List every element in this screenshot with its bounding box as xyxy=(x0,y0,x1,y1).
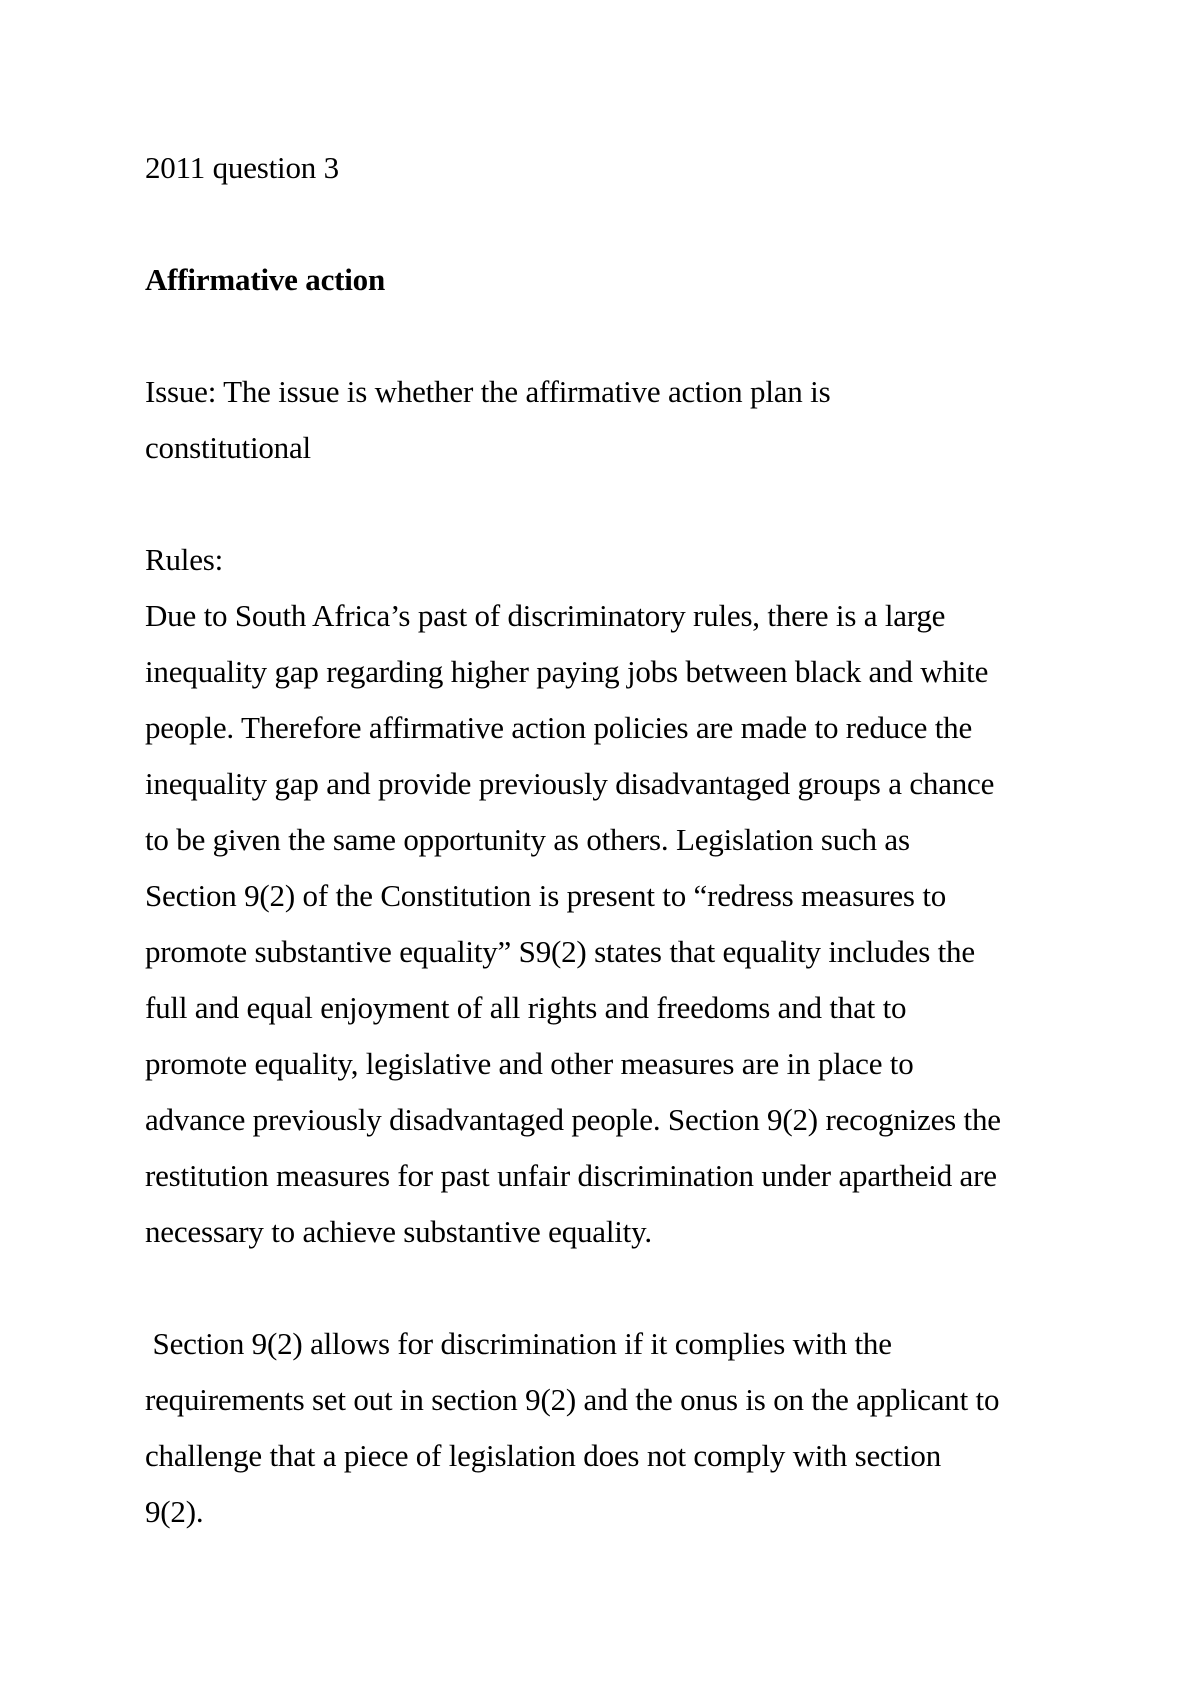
issue-line: Issue: The issue is whether the affirmative action plan is xyxy=(145,374,831,409)
rules-paragraph-1 xyxy=(145,588,1075,1260)
paragraph-line: Section 9(2) allows for discrimination if it complies with the xyxy=(145,1326,892,1361)
paragraph-line: full and equal enjoyment of all rights and freedoms and that to xyxy=(145,990,907,1025)
paragraph-line: promote substantive equality” S9(2) states that equality includes the xyxy=(145,934,975,969)
question-header: 2011 question 3 xyxy=(145,150,339,185)
paragraph-line: challenge that a piece of legislation does not comply with section xyxy=(145,1438,942,1473)
paragraph-line: people. Therefore affirmative action policies are made to reduce the xyxy=(145,710,973,745)
paragraph-line: necessary to achieve substantive equality. xyxy=(145,1214,652,1249)
spacer xyxy=(145,196,1075,252)
rules-heading: Rules: xyxy=(145,542,224,577)
issue-paragraph xyxy=(145,364,1075,476)
paragraph-line: restitution measures for past unfair discrimination under apartheid are xyxy=(145,1158,997,1193)
paragraph-line: Section 9(2) of the Constitution is present to “redress measures to xyxy=(145,878,947,913)
paragraph-line: to be given the same opportunity as others. Legislation such as xyxy=(145,822,910,857)
rules-paragraph-2 xyxy=(145,1316,1075,1540)
document-body xyxy=(145,140,1075,1540)
paragraph-line: inequality gap and provide previously disadvantaged groups a chance xyxy=(145,766,995,801)
paragraph-line: inequality gap regarding higher paying jobs between black and white xyxy=(145,654,989,689)
paragraph-line: advance previously disadvantaged people. Section 9(2) recognizes the xyxy=(145,1102,1001,1137)
paragraph-line: Due to South Africa’s past of discriminatory rules, there is a large xyxy=(145,598,946,633)
issue-line: constitutional xyxy=(145,430,311,465)
section-title: Affirmative action xyxy=(145,262,386,297)
spacer xyxy=(145,1260,1075,1316)
paragraph-line: 9(2). xyxy=(145,1494,204,1529)
paragraph-line: promote equality, legislative and other measures are in place to xyxy=(145,1046,914,1081)
paragraph-line: requirements set out in section 9(2) and the onus is on the applicant to xyxy=(145,1382,1000,1417)
spacer xyxy=(145,476,1075,532)
spacer xyxy=(145,308,1075,364)
